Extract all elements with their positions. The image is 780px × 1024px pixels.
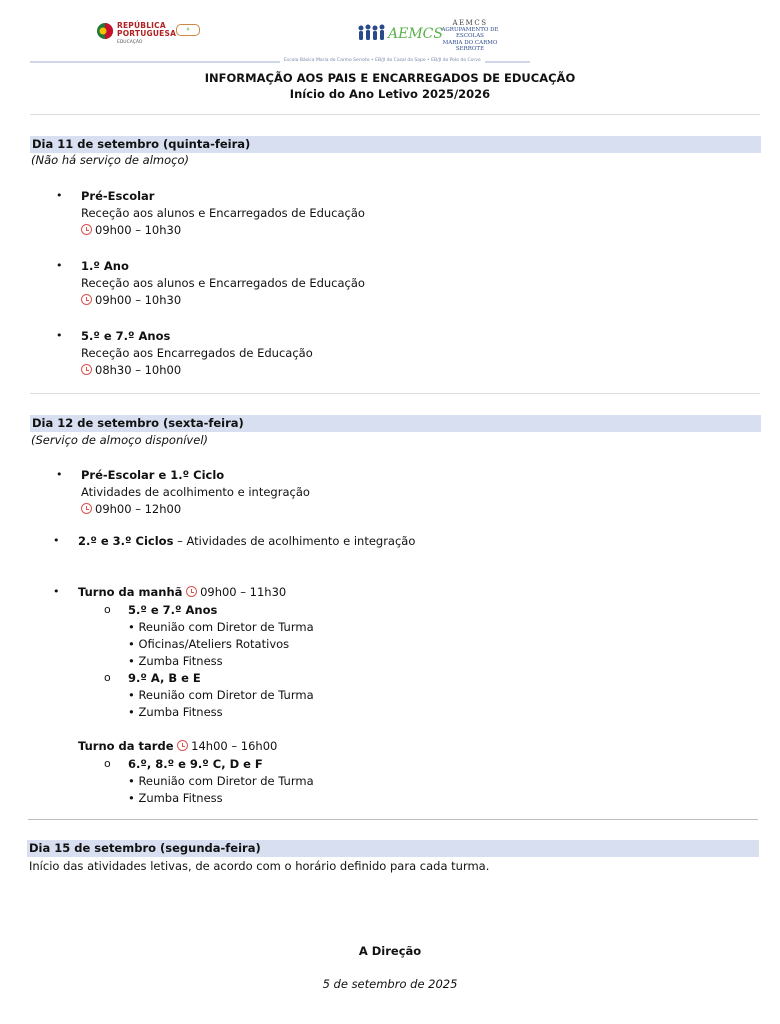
item-time: 09h00 – 12h00 [81,502,181,516]
item-title: 1.º Ano [81,259,129,273]
alarm-clock-icon [177,740,188,751]
government-logo-subtitle: EDUCAÇÃO [117,40,143,45]
divider [28,819,758,820]
item-text: Atividades de acolhimento e integração [81,485,310,499]
bullet: • [53,534,60,547]
item-title: 5.º e 7.º Anos [81,329,171,343]
bullet: • [53,585,60,598]
day-note: (Serviço de almoço disponível) [31,433,208,447]
bullet: • [56,259,63,272]
day-heading: Dia 12 de setembro (sexta-feira) [30,415,761,432]
alarm-clock-icon [81,364,92,375]
government-logo-text: REPÚBLICA PORTUGUESA [117,21,177,38]
group-title: 5.º e 7.º Anos [128,603,218,617]
group-line: • Reunião com Diretor de Turma [128,774,314,788]
alarm-clock-icon [81,224,92,235]
group-line: • Zumba Fitness [128,654,223,668]
government-badge-icon: ⚘ [176,24,200,36]
government-emblem-icon [96,22,114,40]
afternoon-shift: Turno da tarde 14h00 – 16h00 [78,739,278,753]
signature: A Direção [358,944,422,958]
bullet: • [56,468,63,481]
group-line: • Zumba Fitness [128,705,223,719]
alarm-clock-icon [186,586,197,597]
item-time: 09h00 – 10h30 [81,293,181,307]
day-text: Início das atividades letivas, de acordo com o horário definido para cada turma. [29,859,490,873]
school-name: AEMCS AGRUPAMENTO DE ESCOLAS MARIA DO CARMO SERROTE [441,19,499,52]
group-line: • Oficinas/Ateliers Rotativos [128,637,290,651]
item-time: 08h30 – 10h00 [81,363,181,377]
bullet: • [56,189,63,202]
group-title: 9.º A, B e E [128,671,201,685]
item-title: Pré-Escolar e 1.º Ciclo [81,468,225,482]
item-text: Receção aos Encarregados de Educação [81,346,313,360]
group-line: • Reunião com Diretor de Turma [128,620,314,634]
alarm-clock-icon [81,294,92,305]
document-date: 5 de setembro de 2025 [322,977,458,991]
svg-text:AEMCS: AEMCS [388,26,443,42]
day-heading: Dia 11 de setembro (quinta-feira) [30,136,761,153]
sub-bullet: o [104,757,111,770]
document-title: INFORMAÇÃO AOS PAIS E ENCARREGADOS DE EDUCAÇÃO Início do Ano Letivo 2025/2026 [204,71,576,101]
school-logo-icon [355,20,443,48]
day-heading: Dia 15 de setembro (segunda-feira) [27,840,759,857]
sub-bullet: o [104,671,111,684]
item-title: Pré-Escolar [81,189,155,203]
sub-bullet: o [104,603,111,616]
divider [30,114,760,115]
group-line: • Reunião com Diretor de Turma [128,688,314,702]
item-text: Receção aos alunos e Encarregados de Educação [81,206,365,220]
item-text: Receção aos alunos e Encarregados de Educação [81,276,365,290]
day-note: (Não há serviço de almoço) [31,153,189,167]
morning-shift: Turno da manhã 09h00 – 11h30 [78,585,287,599]
header-schools-strip: Escola Básica Maria do Carmo Serrote • EB/JI do Casal da Sapo • EB/JI do Polo do Corvo [280,58,485,63]
alarm-clock-icon [81,503,92,514]
group-title: 6.º, 8.º e 9.º C, D e F [128,757,263,771]
bullet: • [56,329,63,342]
group-line: • Zumba Fitness [128,791,223,805]
divider [30,393,760,394]
item-time: 09h00 – 10h30 [81,223,181,237]
item-line: 2.º e 3.º Ciclos – Atividades de acolhimento e integração [78,534,416,548]
